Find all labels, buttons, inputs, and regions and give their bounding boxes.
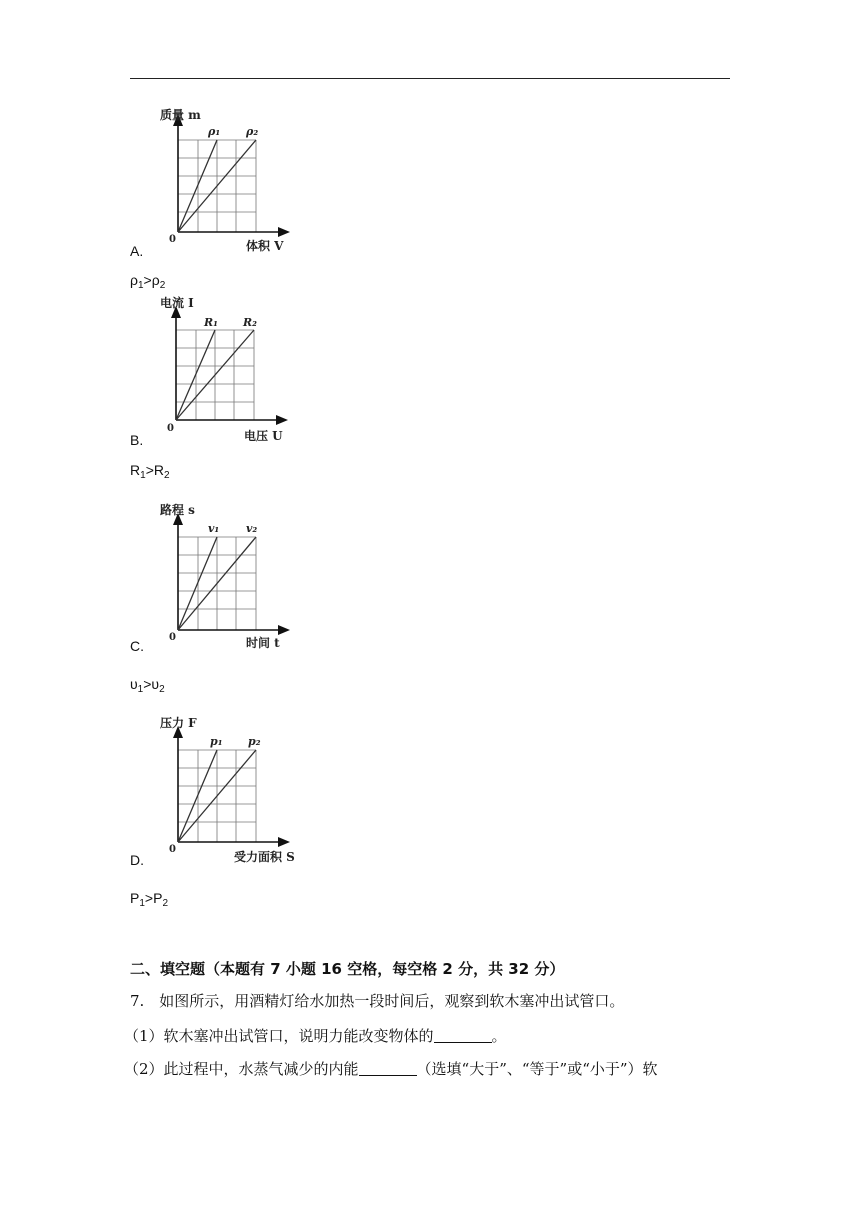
line-label-1: v₁: [208, 522, 220, 535]
graph-d: [150, 708, 310, 868]
option-letter-c: C.: [130, 638, 144, 654]
option-letter-a: A.: [130, 243, 144, 259]
line-label-1: ρ₁: [208, 125, 221, 138]
x-axis-arrow-icon: [278, 625, 290, 635]
line-label-1: R₁: [204, 316, 218, 329]
question-7-part-2: （2）此过程中，水蒸气减少的内能 （选填“大于”、“等于”或“小于”）软: [124, 1060, 658, 1078]
option-letter-d: D.: [130, 852, 144, 868]
origin-label: 0: [169, 234, 176, 245]
option-letter-b: B.: [130, 432, 144, 448]
question-7-stem: 7. 如图所示，用酒精灯给水加热一段时间后，观察到软木塞冲出试管口。: [130, 992, 625, 1010]
series-line-1: [178, 750, 217, 842]
x-axis-label: 体积 V: [246, 239, 284, 253]
question-7-part-1: （1）软木塞冲出试管口，说明力能改变物体的 。: [124, 1027, 507, 1045]
header-rule: [130, 78, 730, 79]
line-label-2: p₂: [248, 735, 261, 748]
series-line-1: [176, 330, 215, 420]
option-relation-a: $\rho_1>\rho_2$: [130, 272, 166, 291]
line-label-2: R₂: [243, 316, 257, 329]
axes: [178, 519, 284, 630]
graph-a: [150, 100, 310, 260]
graph-c: [150, 495, 310, 655]
origin-label: 0: [169, 844, 176, 855]
option-relation-b: $R_1>R_2$: [130, 462, 170, 481]
axes: [178, 732, 284, 842]
answer-blank-1[interactable]: [434, 1028, 492, 1043]
x-axis-arrow-icon: [276, 415, 288, 425]
line-label-1: p₁: [210, 735, 223, 748]
series-line-1: [178, 537, 217, 630]
section-title: 二、填空题（本题有 7 小题 16 空格，每空格 2 分，共 32 分）: [130, 960, 565, 978]
y-axis-label: 电流 I: [160, 296, 194, 310]
line-label-2: v₂: [246, 522, 258, 535]
y-axis-label: 压力 F: [160, 716, 197, 730]
answer-blank-2[interactable]: [359, 1061, 417, 1076]
y-axis-label: 质量 m: [160, 108, 201, 122]
origin-label: 0: [169, 632, 176, 643]
option-relation-d: $P_1>P_2$: [130, 890, 168, 909]
series-line-1: [178, 140, 217, 232]
x-axis-label: 时间 t: [246, 636, 280, 650]
graph-b: [150, 290, 310, 450]
y-axis-label: 路程 s: [160, 503, 195, 517]
x-axis-label: 受力面积 S: [234, 850, 295, 864]
x-axis-arrow-icon: [278, 837, 290, 847]
x-axis-label: 电压 U: [244, 429, 283, 443]
origin-label: 0: [167, 423, 174, 434]
option-relation-c: $\upsilon_1>\upsilon_2$: [130, 676, 165, 695]
x-axis-arrow-icon: [278, 227, 290, 237]
line-label-2: ρ₂: [246, 125, 259, 138]
